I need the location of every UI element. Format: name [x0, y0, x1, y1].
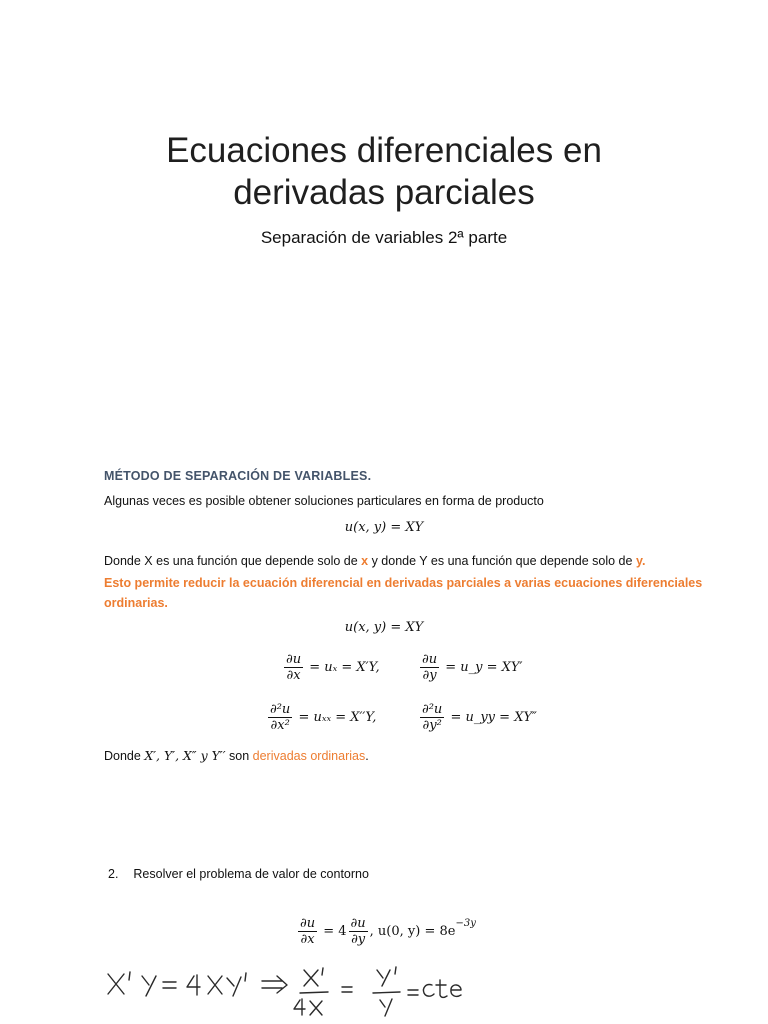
page-subtitle: Separación de variables 2ª parte: [260, 228, 508, 247]
fraction-denominator: ∂y²: [422, 718, 442, 733]
derivatives-note-math: X′, Y′, X″ y Y′′: [144, 748, 226, 763]
fraction-numerator: ∂u: [286, 652, 302, 667]
derivatives-note-end: .: [365, 749, 369, 763]
equation-mid: = 4: [319, 924, 347, 939]
title-line-2: derivadas parciales: [233, 173, 535, 212]
derivatives-note-a: Donde: [104, 749, 145, 763]
fraction-denominator: ∂x: [286, 668, 301, 683]
equation-exponent: −3y: [455, 918, 476, 929]
donde-var-x: x: [361, 554, 369, 568]
handwriting-equals: [342, 987, 352, 992]
highlight-text: Esto permite reducir la ecuación diferencial en derivadas parciales a varias ecuaciones diferenciales ordinarias.: [104, 576, 703, 610]
donde-var-y: y.: [635, 554, 646, 568]
equation-condition: , u(0, y) = 8e: [369, 924, 456, 939]
title-line-1: Ecuaciones diferenciales en: [166, 131, 602, 170]
equation-product: u(x, y) = XY: [344, 520, 424, 535]
equation-product-2: u(x, y) = XY: [344, 620, 424, 635]
fraction-numerator: ∂²u: [422, 702, 443, 717]
section-heading: MÉTODO DE SEPARACIÓN DE VARIABLES.: [104, 469, 372, 483]
handwriting-left-expression: [108, 972, 246, 996]
handwriting-constant: [408, 980, 461, 997]
donde-text-b: y donde Y es una función que depende solo de: [368, 554, 636, 568]
equation-rest: = u_y = XY′: [441, 660, 523, 675]
problem-number: 2.: [108, 867, 119, 881]
implies-arrow-icon: [262, 976, 287, 993]
handwriting-fraction-2: [373, 967, 400, 1016]
fraction-denominator: ∂y: [351, 932, 366, 947]
donde-text-a: Donde X es una función que depende solo de: [104, 554, 362, 568]
fraction-numerator: ∂u: [422, 652, 438, 667]
fraction-numerator: ∂u: [300, 916, 316, 931]
fraction-denominator: ∂y: [422, 668, 437, 683]
equation-rest: = uₓ = X′Y,: [305, 660, 380, 675]
problem-text: Resolver el problema de valor de contorno: [133, 867, 369, 881]
equation-rest: = u_yy = XY″: [446, 710, 537, 725]
handwriting-fraction-1: [294, 968, 328, 1015]
fraction-denominator: ∂x: [300, 932, 315, 947]
equation-rest: = uₓₓ = X′′Y,: [294, 710, 377, 725]
derivatives-note-b: son: [225, 749, 253, 763]
fraction-denominator: ∂x²: [270, 718, 290, 733]
fraction-numerator: ∂²u: [270, 702, 291, 717]
intro-text: Algunas veces es posible obtener soluciones particulares en forma de producto: [104, 494, 544, 508]
fraction-numerator: ∂u: [350, 916, 366, 931]
derivatives-note-accent: derivadas ordinarias: [252, 749, 366, 763]
